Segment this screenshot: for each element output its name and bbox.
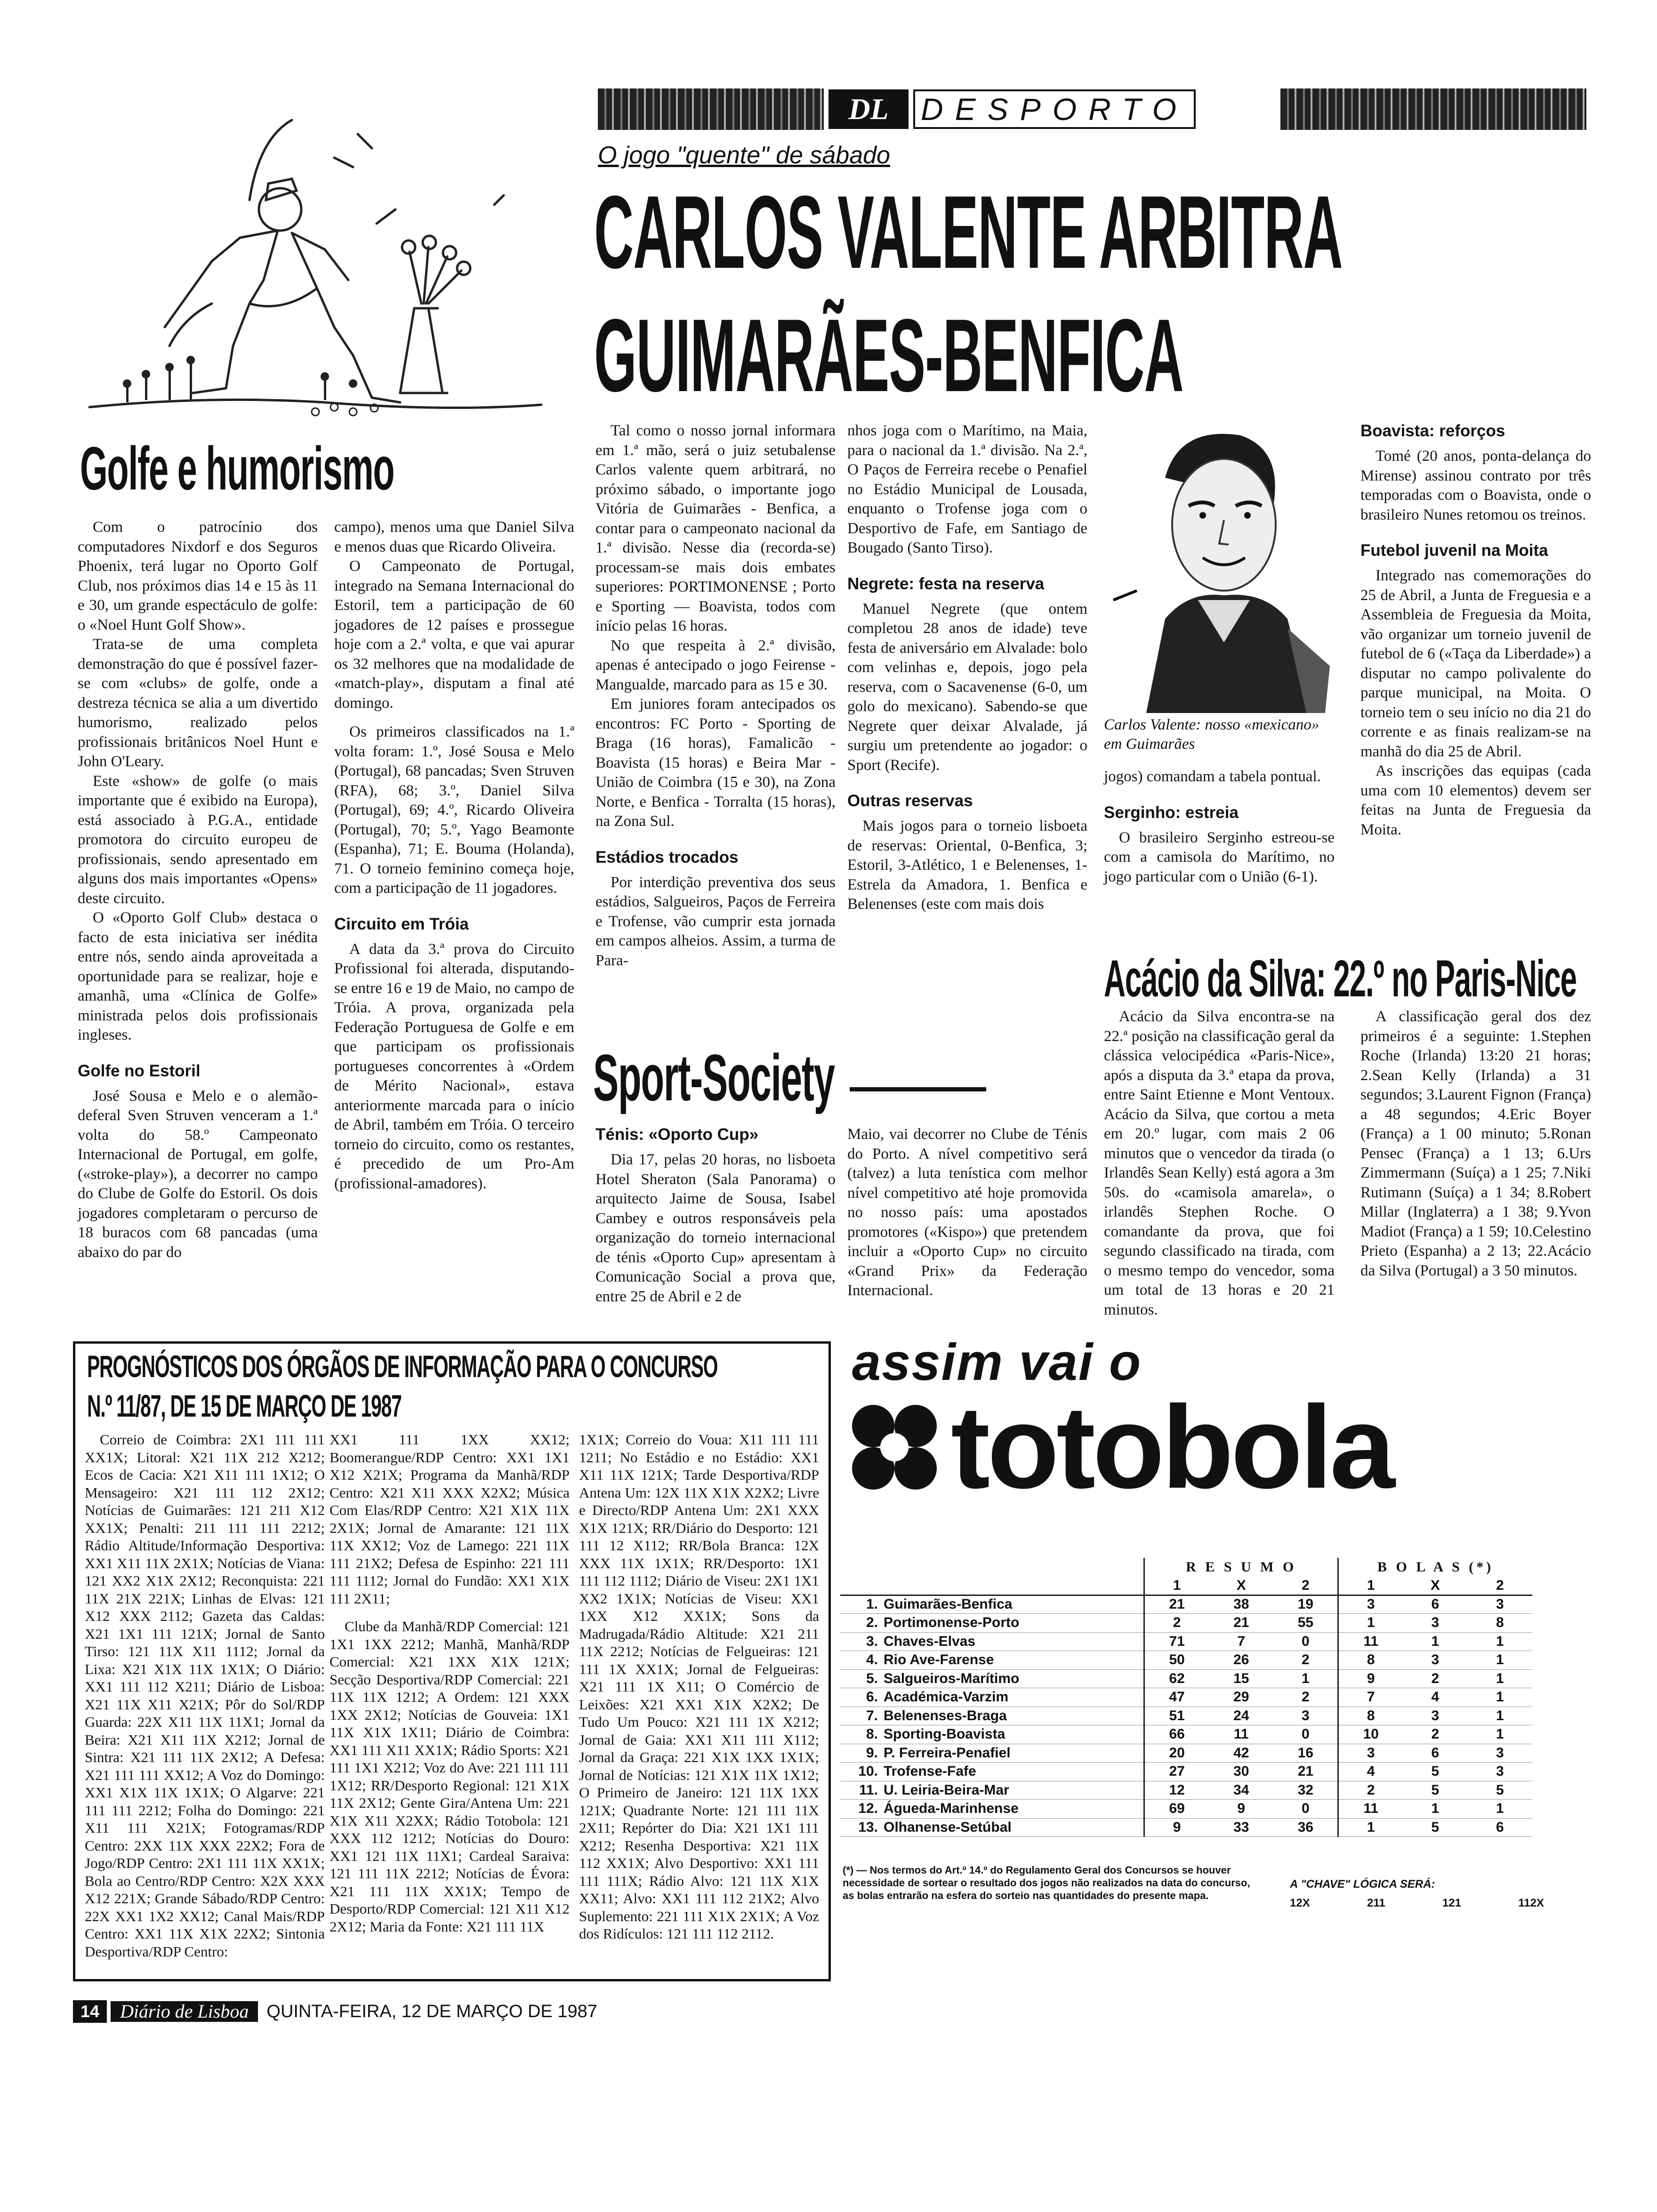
acacio-paragraph: A classificação geral dos dez primeiros é a seguinte: 1.Stephen Roche (Irlanda) 13:20 21 horas; 2.Sean Kelly (Irlanda) a 31 segundos; 3.Laurent Fignon (França) a 48 segundos; 4.Eric Boyer (França) a 1 00 minuto; 5.Ronan Pensec (França) a 1 13; 6.Urs Zimmermann (Suíça) a 1 25; 7.Niki Rutimann (Suíça) a 1 34; 8.Robert Millar (Inglaterra) a 1 38; 9.Yvon Madiot (França) a 1 59; 10.Celestino Prieto (Espanha) a 2 13; 22.Acácio da Silva (Portugal) a 3 50 minutos. <box>1360 1008 1591 1279</box>
resumo-cell: 7 <box>1209 1632 1273 1651</box>
bolas-cell: 2 <box>1403 1669 1467 1688</box>
bolas-cell: 1 <box>1468 1725 1532 1744</box>
section-label <box>913 89 1196 129</box>
resumo-cell: 9 <box>1144 1818 1209 1837</box>
bolas-cell: 3 <box>1468 1744 1532 1763</box>
game-number: 2. <box>866 1615 878 1631</box>
bolas-cell: 4 <box>1338 1763 1403 1781</box>
chave-value: 112X <box>1518 1897 1544 1909</box>
resumo-cell: 15 <box>1209 1669 1273 1688</box>
page-number: 14 <box>73 2000 107 2023</box>
resumo-cell: 51 <box>1144 1707 1209 1725</box>
bolas-cell: 3 <box>1403 1614 1467 1633</box>
game-label: Olhanense-Setúbal <box>884 1819 1012 1835</box>
totobola-table <box>840 1558 1532 1837</box>
game-number: 3. <box>866 1633 878 1649</box>
game-number: 13. <box>858 1819 878 1835</box>
bolas-cell: 6 <box>1468 1818 1532 1837</box>
header-logo: DL <box>828 89 909 129</box>
resumo-cell: 36 <box>1273 1818 1338 1837</box>
resumo-cell: 2 <box>1273 1651 1338 1670</box>
prognosticos-title-1: PROGNÓSTICOS DOS ÓRGÃOS DE INFORMAÇÃO PARA O CONCURSO <box>87 1349 718 1384</box>
resumo-cell: 21 <box>1273 1763 1338 1781</box>
main-paragraph: Tal como o nosso jornal informara em 1.ª mão, será o juiz setubalense Carlos valente quem arbitrará, no próximo sábado, o importante jogo Vitória de Guimarães - Benfica, a contar para o campeonato nacional da 1.ª divisão. Nesse dia (recorda-se) processam-se mais dois embates superiores: PORTIMONENSE ; Porto e Sporting — Boavista, todos com início pelas 16 horas. <box>595 422 836 634</box>
right-paragraph: Integrado nas comemorações do 25 de Abril, a Junta de Freguesia e a Assembleia de Freguesia da Moita, vão organizar um torneio juvenil de futebol de 6 («Taça da Liberdade») a disputar no campo polivalente do parque municipal, na Moita. O torneio tem o seu início no dia 21 do corrente e as finais realizam-se na manhã do dia 25 de Abril. <box>1360 567 1591 760</box>
table-row <box>840 1669 1532 1688</box>
col-header-1: 1 <box>1144 1577 1209 1595</box>
resumo-cell: 2 <box>1273 1688 1338 1707</box>
resumo-cell: 0 <box>1273 1800 1338 1819</box>
golf-paragraph: Os primeiros classificados na 1.ª volta foram: 1.º, José Sousa e Melo (Portugal), 68 pancadas; Sven Struven (RFA), 68; 3.º, Daniel Silva (Portugal), 69; 4.º, Ricardo Oliveira (Portugal), 70; 5.º, Yago Beamonte (Espanha), 71; E. Bouma (Holanda), 71. O torneio feminino começa hoje, com a participação de 11 jogadores. <box>334 723 574 897</box>
bolas-cell: 4 <box>1403 1688 1467 1707</box>
resumo-cell: 29 <box>1209 1688 1273 1707</box>
golf-paragraph: José Sousa e Melo e o alemão-deferal Sven Struven venceram a 1.ª volta do 58.º Campeonato Internacional de Portugal, em golfe, («stroke-play»), a decorrer no campo do Clube de Golfe do Estoril. Os dois jogadores completaram o percurso de 18 buracos com 68 pancadas (uma abaixo do par do <box>78 1087 318 1261</box>
resumo-cell: 50 <box>1144 1651 1209 1670</box>
game-number: 4. <box>866 1652 878 1668</box>
acacio-column-1 <box>1104 1007 1335 1320</box>
resumo-cell: 16 <box>1273 1744 1338 1763</box>
table-row <box>840 1800 1532 1819</box>
table-row <box>840 1781 1532 1800</box>
resumo-cell: 66 <box>1144 1725 1209 1744</box>
bolas-cell: 1 <box>1338 1818 1403 1837</box>
bolas-cell: 10 <box>1338 1725 1403 1744</box>
main-subheading: Serginho: estreia <box>1104 803 1239 822</box>
bolas-cell: 6 <box>1403 1744 1467 1763</box>
bolas-cell: 2 <box>1338 1781 1403 1800</box>
game-name <box>840 1632 1144 1651</box>
golf-paragraph: Com o patrocínio dos computadores Nixdorf e dos Seguros Phoenix, terá lugar no Oporto Golf Club, nos próximos dias 14 e 15 às 11 e 30, um grande espectáculo de golfe: o «Noel Hunt Golf Show». <box>78 519 318 633</box>
main-paragraph: jogos) comandam a tabela pontual. <box>1104 768 1321 785</box>
resumo-cell: 1 <box>1273 1669 1338 1688</box>
bolas-cell: 1 <box>1403 1632 1467 1651</box>
header-pattern-right <box>1280 88 1586 130</box>
game-name <box>840 1725 1144 1744</box>
referee-portrait <box>1104 421 1335 713</box>
game-name <box>840 1614 1144 1633</box>
totobola-wordmark: totobola <box>951 1381 1392 1513</box>
prognosticos-column-2 <box>330 1431 570 1935</box>
main-paragraph: Por interdição preventiva dos seus estádios, Salgueiros, Paços de Ferreira e Trofense, vão cumprir esta jornada em campos alheios. Assim, a turma de Para- <box>595 874 836 969</box>
col-header-x: X <box>1403 1577 1467 1595</box>
header-pattern-left <box>598 88 824 130</box>
game-name <box>840 1669 1144 1688</box>
game-label: Guimarães-Benfica <box>884 1596 1013 1612</box>
golf-paragraph: A data da 3.ª prova do Circuito Profissional foi alterada, disputando-se entre 16 e 19 de Maio, no campo de Tróia. A prova, organizada pela Federação Portuguesa de Golfe e em que participam os profissionais portugueses concorrentes à «Ordem de Mérito Nacional», estava anteriormente marcada para o início de Abril, também em Tróia. O terceiro torneio do circuito, como os restantes, é precedido de um Pro-Am (profissional-amadores). <box>334 940 574 1192</box>
bolas-cell: 11 <box>1338 1800 1403 1819</box>
golf-paragraph: O Campeonato de Portugal, integrado na Semana Internacional do Estoril, tem a participação de 60 jogadores de 12 países e prossegue hoje com a 2.ª volta, e que vai apurar os 32 melhores que na modalidade de «match-play», disputam a final até domingo. <box>334 558 574 712</box>
resumo-cell: 12 <box>1144 1781 1209 1800</box>
chave-value: 121 <box>1442 1897 1461 1909</box>
totobola-results-table <box>840 1558 1532 1837</box>
game-number: 11. <box>859 1782 878 1798</box>
bolas-cell: 8 <box>1468 1614 1532 1633</box>
chave-values <box>1290 1897 1544 1910</box>
resumo-cell: 62 <box>1144 1669 1209 1688</box>
resumo-cell: 0 <box>1273 1725 1338 1744</box>
bolas-cell: 1 <box>1468 1800 1532 1819</box>
resumo-cell: 71 <box>1144 1632 1209 1651</box>
society-rule <box>850 1087 986 1091</box>
table-header-group <box>840 1558 1532 1577</box>
bolas-cell: 1 <box>1468 1688 1532 1707</box>
golf-paragraph: Trata-se de uma completa demonstração do que é possível fazer-se com «clubs» de golfe, onde a destreza técnica se alia a um divertido humorismo, realizado pelos profissionais britânicos Noel Hunt e John O'Leary. <box>78 636 318 770</box>
golf-subheading: Circuito em Tróia <box>334 914 469 933</box>
col-header-x: X <box>1209 1577 1273 1595</box>
bolas-cell: 5 <box>1468 1781 1532 1800</box>
society-column-1 <box>595 1125 836 1306</box>
society-column-2 <box>847 1125 1087 1301</box>
prognosticos-text: Clube da Manhã/RDP Comercial: 121 1X1 1XX 2212; Manhã, Manhã/RDP Comercial: X21 1XX X1X 121X; Secção Desportiva/RDP Comercial: 221 11X 11X 1212; A Ordem: 121 XXX 1XX 2X12; Notícias de Gouveia: 1X1 11X X1X 1X11; Diário de Coimbra: XX1 111 X11 XX1X; Rádio Sports: X21 111 1X1 X212; Voz do Ave: 221 111 111 1X12; RR/Desporto Regional: 121 X1X 11X 2X12; Gente Gira/Antena Um: 221 X1X X11 X2XX; Rádio Totobola: 121 XXX 112 1212; Notícias do Douro: XX1 121 11X 11X1; Cardeal Saraiva: 121 111 11X 2212; Notícias de Évora: X21 111 11X XX1X; Tempo de Desporto/RDP Comercial: 121 X11 X12 2X12; Maria da Fonte: X21 111 11X <box>330 1618 570 1935</box>
main-column-3 <box>1104 767 1335 887</box>
golf-paragraph: O «Oporto Golf Club» destaca o facto de esta iniciativa ser inédita entre nós, sendo ainda aproveitada a oportunidade para se realizar, hoje e amanhã, uma «Clínica de Golfe» ministrada pelos dois profissionais ingleses. <box>78 909 318 1043</box>
bolas-cell: 3 <box>1338 1744 1403 1763</box>
bolas-cell: 6 <box>1403 1595 1467 1614</box>
bolas-cell: 1 <box>1468 1669 1532 1688</box>
resumo-cell: 55 <box>1273 1614 1338 1633</box>
golf-title: Golfe e humorismo <box>80 434 394 503</box>
golfer-illustration <box>71 82 570 431</box>
totobola-footnote: (*) — Nos termos do Art.º 14.º do Regulamento Geral dos Concursos se houver necessidade de sortear o resultado dos jogos não realizados na data do concurso, as bolas entrarão na esfera do sorteio nas quantidades do presente mapa. <box>843 1864 1250 1901</box>
resumo-cell: 21 <box>1209 1614 1273 1633</box>
main-paragraph: Mais jogos para o torneio lisboeta de reservas: Oriental, 0-Benfica, 3; Estoril, 3-Atlético, 1 e Belenenses, 1-Estrela da Amadora, 1. Benfica e Belenenses (este com mais dois <box>847 817 1087 913</box>
main-column-1 <box>595 421 836 970</box>
game-label: Sporting-Boavista <box>884 1726 1005 1742</box>
table-row <box>840 1614 1532 1633</box>
bolas-cell: 3 <box>1338 1595 1403 1614</box>
table-row <box>840 1818 1532 1837</box>
resumo-cell: 27 <box>1144 1763 1209 1781</box>
resumo-cell: 32 <box>1273 1781 1338 1800</box>
game-label: U. Leiria-Beira-Mar <box>884 1782 1009 1798</box>
game-label: Chaves-Elvas <box>884 1633 976 1649</box>
game-name <box>840 1707 1144 1725</box>
prognosticos-text: XX1 111 1XX XX12; Boomerangue/RDP Centro: XX1 1X1 X12 X21X; Programa da Manhã/RDP Centro: X21 X11 XXX X2X2; Música Com Elas/RDP Centro: X21 X1X 11X 2X1X; Jornal de Amarante: 121 11X 11X XX12; Voz de Lamego: 221 11X 111 21X2; Defesa de Espinho: 221 111 111 1112; Jornal do Fundão: XX1 X1X 111 2X11; <box>330 1431 570 1607</box>
acacio-column-2 <box>1360 1007 1591 1281</box>
right-paragraph: As inscrições das equipas (cada uma com 10 elementos) devem ser feitas na Junta de Freguesia da Moita. <box>1360 762 1591 838</box>
resumo-cell: 34 <box>1209 1781 1273 1800</box>
bolas-cell: 3 <box>1403 1707 1467 1725</box>
golf-cartoon <box>71 82 570 431</box>
resumo-cell: 26 <box>1209 1651 1273 1670</box>
resumo-cell: 19 <box>1273 1595 1338 1614</box>
society-subheading: Ténis: «Oporto Cup» <box>595 1125 759 1144</box>
main-paragraph: No que respeita à 2.ª divisão, apenas é antecipado o jogo Feirense - Mangualde, marcado para as 15 e 30. <box>595 637 836 693</box>
col-header-2: 2 <box>1273 1577 1338 1595</box>
bolas-cell: 1 <box>1468 1632 1532 1651</box>
bolas-cell: 3 <box>1468 1763 1532 1781</box>
main-paragraph: Em juniores foram antecipados os encontros: FC Porto - Sporting de Braga (16 horas), Famalicão - Boavista (15 horas) e Beira Mar - União de Coimbra (15 e 30), na Zona Norte, e Benfica - Torralta (15 horas), na Zona Sul. <box>595 696 836 830</box>
bolas-cell: 5 <box>1403 1781 1467 1800</box>
game-number: 12. <box>858 1801 878 1817</box>
game-name <box>840 1595 1144 1614</box>
society-title: Sport-Society <box>593 1041 835 1114</box>
photo-caption: Carlos Valente: nosso «mexicano» em Guimarães <box>1104 716 1319 753</box>
resumo-cell: 20 <box>1144 1744 1209 1763</box>
bolas-cell: 1 <box>1403 1800 1467 1819</box>
prognosticos-text: Correio de Coimbra: 2X1 111 111 XX1X; Litoral: X21 11X 212 X212; Ecos de Cacia: X21 X11 111 1X12; O Mensageiro: X21 111 112 2X12; Notícias de Guimarães: 121 211 X12 XX1X; Penalti: 211 111 111 2212; Rádio Altitude/Informação Desportiva: XX1 X11 11X 2X1X; Notícias de Viana: 121 XX2 X1X 2X12; Reconquista: 221 11X 21X 221X; Linhas de Elvas: 121 X12 XXX 2112; Gazeta das Caldas: X21 1X1 111 121X; Jornal de Santo Tirso: 121 11X X11 1112; Jornal da Lixa: X21 X1X 11X 1X1X; O Diário: XX1 111 112 X211; Diário de Lisboa: X21 11X X11 X21X; Pôr do Sol/RDP Guarda: 22X X11 11X 11X1; Jornal da Beira: X21 X11 11X X212; Jornal de Sintra: X21 111 11X 2X12; A Defesa: X21 111 111 XX12; A Voz do Domingo: XX1 X1X 11X 1X1X; O Algarve: 221 111 111 2212; Folha do Domingo: 221 X11 111 X21X; Fotogramas/RDP Centro: 2XX 11X XXX 22X2; Fora de Jogo/RDP Centro: 2X1 111 11X XX1X; Bola ao Centro/RDP Centro: X2X XXX X12 221X; Grande Sábado/RDP Centro: 22X XX1 1X2 XX12; Canal Mais/RDP Centro: XX1 11X X1X 22X2; Sintonia Desportiva/RDP Centro: <box>85 1431 325 1960</box>
table-header-columns <box>840 1577 1532 1595</box>
main-subheading: Outras reservas <box>847 792 973 810</box>
resumo-cell: 38 <box>1209 1595 1273 1614</box>
table-row <box>840 1725 1532 1744</box>
referee-photo <box>1104 421 1335 713</box>
main-subheading: Negrete: festa na reserva <box>847 574 1045 593</box>
resumo-cell: 24 <box>1209 1707 1273 1725</box>
game-label: Belenenses-Braga <box>884 1707 1007 1723</box>
resumo-cell: 9 <box>1209 1800 1273 1819</box>
game-label: Salgueiros-Marítimo <box>884 1670 1020 1686</box>
resumo-cell: 33 <box>1209 1818 1273 1837</box>
totobola-logo <box>847 1381 1582 1513</box>
game-number: 6. <box>866 1689 878 1705</box>
chave-title: A "CHAVE" LÓGICA SERÁ: <box>1290 1878 1435 1891</box>
resumo-cell: 42 <box>1209 1744 1273 1763</box>
golf-paragraph: campo), menos uma que Daniel Silva e menos duas que Ricardo Oliveira. <box>334 519 574 555</box>
game-label: Trofense-Fafe <box>884 1763 976 1779</box>
chave-value: 211 <box>1367 1897 1385 1909</box>
footer-date: QUINTA-FEIRA, 12 DE MARÇO DE 1987 <box>266 2001 597 2021</box>
main-paragraph: nhos joga com o Marítimo, na Maia, para o nacional da 1.ª divisão. Na 2.ª, O Paços de Ferreira recebe o Penafiel no Estádio Municipal de Lousada, enquanto o Trofense joga com o Desportivo de Fafe, em Santiago de Bougado (Santo Tirso). <box>847 422 1087 556</box>
table-row <box>840 1744 1532 1763</box>
game-name <box>840 1763 1144 1781</box>
bolas-cell: 8 <box>1338 1707 1403 1725</box>
table-row <box>840 1595 1532 1614</box>
headline-line-1: CARLOS VALENTE ARBITRA <box>594 174 1343 290</box>
prognosticos-text: 1X1X; Correio do Voua: X11 111 111 1211; No Estádio e no Estádio: XX1 X11 11X 121X; Tarde Desportiva/RDP Antena Um: 12X 11X X1X X2X2; Livre e Directo/RDP Antena Um: 2X1 XXX X1X 121X; RR/Diário do Desporto: 121 111 12 X112; RR/Bola Branca: 12X XXX 11X 1X1X; RR/Desporto: 1X1 111 112 1112; Diário de Viseu: 2X1 1X1 XX2 1X1X; Notícias de Viseu: XX1 1XX X12 XX1X; Sons da Madrugada/Rádio Altitude: X21 211 11X 2212; Notícias de Felgueiras: 121 111 1X XX1X; Jornal de Felgueiras: X21 111 1X X11; O Comércio de Leixões: X21 XX1 X1X X2X2; De Tudo Um Pouco: X21 111 1X X212; Jornal de Gaia: XX1 X11 111 X112; Jornal da Graça: 221 X1X 1XX 1X1X; Jornal de Notícias: 121 X1X 11X 1X12; O Primeiro de Janeiro: 121 11X 1XX 121X; Quadrante Norte: 121 111 11X 2X11; Repórter do Dia: X21 1X1 111 X212; Resenha Desportiva: X21 11X 112 XX1X; Alvo Desportivo: XX1 111 111 111X; Rádio Alvo: 121 11X X1X XX11; Alvo: XX1 111 112 21X2; Alvo Suplemento: 221 111 X1X 2X1X; A Voz dos Ridículos: 121 111 112 2112. <box>579 1431 819 1942</box>
prognosticos-column-3 <box>579 1431 819 1943</box>
col-header-2: 2 <box>1468 1577 1532 1595</box>
game-number: 1. <box>866 1596 878 1612</box>
society-paragraph: Dia 17, pelas 20 horas, no lisboeta Hotel Sheraton (Sala Panorama) o arquitecto Jaime de Sousa, Isabel Cambey e outros responsáveis pela organização do torneio internacional de ténis «Oporto Cup» apresentam à Comunicação Social a prova que, entre 25 de Abril e 2 de <box>595 1151 836 1305</box>
game-label: P. Ferreira-Penafiel <box>884 1745 1011 1761</box>
golf-paragraph: Este «show» de golfe (o mais importante que é exibido na Europa), está associado à P.G.A., entidade promotora do circuito europeu de profissionais, sendo apresentado em alguns dos mais importantes «Opens» deste circuito. <box>78 772 318 907</box>
resumo-cell: 0 <box>1273 1632 1338 1651</box>
game-number: 10. <box>858 1763 878 1779</box>
society-paragraph: Maio, vai decorrer no Clube de Ténis do Porto. A nível competitivo será (talvez) a luta tenística com melhor nível competitivo até hoje promovida no nosso país: uma apostados promotores («Kispo») que pretendem incluir a «Oporto Cup» no circuito «Grand Prix» da Federação Internacional. <box>847 1126 1087 1299</box>
totobola-rows <box>840 1595 1532 1837</box>
game-label: Portimonense-Porto <box>884 1615 1020 1631</box>
game-number: 9. <box>866 1745 878 1761</box>
resumo-cell: 3 <box>1273 1707 1338 1725</box>
game-name <box>840 1651 1144 1670</box>
bolas-cell: 8 <box>1338 1651 1403 1670</box>
resumo-cell: 21 <box>1144 1595 1209 1614</box>
acacio-title: Acácio da Silva: 22.º no Paris-Nice <box>1104 950 1577 1008</box>
bolas-cell: 1 <box>1468 1707 1532 1725</box>
right-paragraph: Tomé (20 anos, ponta-delança do Mirense) assinou contrato por três temporadas com o Boavista, onde o brasileiro Nunes retomou os treinos. <box>1360 448 1591 523</box>
game-number: 7. <box>866 1707 878 1723</box>
bolas-cell: 1 <box>1468 1651 1532 1670</box>
golf-subheading: Golfe no Estoril <box>78 1061 201 1080</box>
game-name <box>840 1744 1144 1763</box>
bolas-cell: 5 <box>1403 1818 1467 1837</box>
col-header-1: 1 <box>1338 1577 1403 1595</box>
paper-name: Diário de Lisboa <box>111 2001 258 2022</box>
table-row <box>840 1707 1532 1725</box>
right-column <box>1360 421 1591 840</box>
table-row <box>840 1632 1532 1651</box>
headline-line-2: GUIMARÃES-BENFICA <box>594 297 1183 413</box>
game-name <box>840 1818 1144 1837</box>
resumo-header: R E S U M O <box>1144 1558 1338 1577</box>
prognosticos-column-1 <box>85 1431 325 1960</box>
golf-column-2 <box>334 518 574 1194</box>
right-subheading: Boavista: reforços <box>1360 422 1505 440</box>
resumo-cell: 69 <box>1144 1800 1209 1819</box>
table-row <box>840 1651 1532 1670</box>
game-name <box>840 1800 1144 1819</box>
game-name <box>840 1688 1144 1707</box>
golf-column-1 <box>78 518 318 1262</box>
main-column-2 <box>847 421 1087 914</box>
game-label: Águeda-Marinhense <box>884 1801 1019 1817</box>
section-name: DESPORTO <box>913 89 1196 129</box>
bolas-cell: 3 <box>1403 1651 1467 1670</box>
bolas-header: B O L A S (*) <box>1338 1558 1532 1577</box>
totobola-ball-icon <box>847 1400 941 1494</box>
game-label: Rio Ave-Farense <box>884 1652 994 1668</box>
totobola-heading: assim vai o <box>852 1333 1142 1391</box>
bolas-cell: 3 <box>1468 1595 1532 1614</box>
bolas-cell: 7 <box>1338 1688 1403 1707</box>
resumo-cell: 2 <box>1144 1614 1209 1633</box>
society-header <box>593 1041 1092 1114</box>
right-subheading: Futebol juvenil na Moita <box>1360 541 1548 560</box>
game-name <box>840 1781 1144 1800</box>
game-number: 8. <box>866 1726 878 1742</box>
resumo-cell: 30 <box>1209 1763 1273 1781</box>
bolas-cell: 11 <box>1338 1632 1403 1651</box>
headline-kicker: O jogo "quente" de sábado <box>598 142 890 169</box>
main-subheading: Estádios trocados <box>595 848 739 866</box>
game-label: Académica-Varzim <box>884 1689 1009 1705</box>
resumo-cell: 47 <box>1144 1688 1209 1707</box>
main-paragraph: Manuel Negrete (que ontem completou 28 anos de idade) teve festa de aniversário em Alvalade: bolo com velinhas e, depois, jogo pela reserva, com o Sacavenense (6-0, um golo do mexicano). Sabendo-se que Negrete quer deixar Alvalade, já surgiu um pretendente ao jogador: o Sport (Recife). <box>847 600 1087 774</box>
bolas-cell: 1 <box>1338 1614 1403 1633</box>
page-footer <box>73 2000 597 2023</box>
bolas-cell: 9 <box>1338 1669 1403 1688</box>
prognosticos-title-2: N.º 11/87, DE 15 DE MARÇO DE 1987 <box>87 1388 402 1423</box>
game-number: 5. <box>866 1670 878 1686</box>
main-paragraph: O brasileiro Serginho estreou-se com a camisola do Marítimo, no jogo particular com o União (6-1). <box>1104 829 1335 885</box>
table-row <box>840 1763 1532 1781</box>
table-row <box>840 1688 1532 1707</box>
acacio-paragraph: Acácio da Silva encontra-se na 22.ª posição na classificação geral da clássica velocipédica «Paris-Nice», após a disputa da 3.ª etapa da prova, entre Saint Etienne e Mont Ventoux. Acácio da Silva, que cortou a meta em 20.º lugar, com mais 2 06 minutos que o vencedor da tirada (o Irlandês Sean Kelly) está agora a 3m 50s. do «camisola amarela», o irlandês Stephen Roche. O comandante da prova, que foi segundo classificado na tirada, com o mesmo tempo do vencedor, soma um total de 13 horas e 20 21 minutos. <box>1104 1008 1335 1318</box>
bolas-cell: 2 <box>1403 1725 1467 1744</box>
chave-value: 12X <box>1290 1897 1310 1909</box>
bolas-cell: 5 <box>1403 1763 1467 1781</box>
resumo-cell: 11 <box>1209 1725 1273 1744</box>
